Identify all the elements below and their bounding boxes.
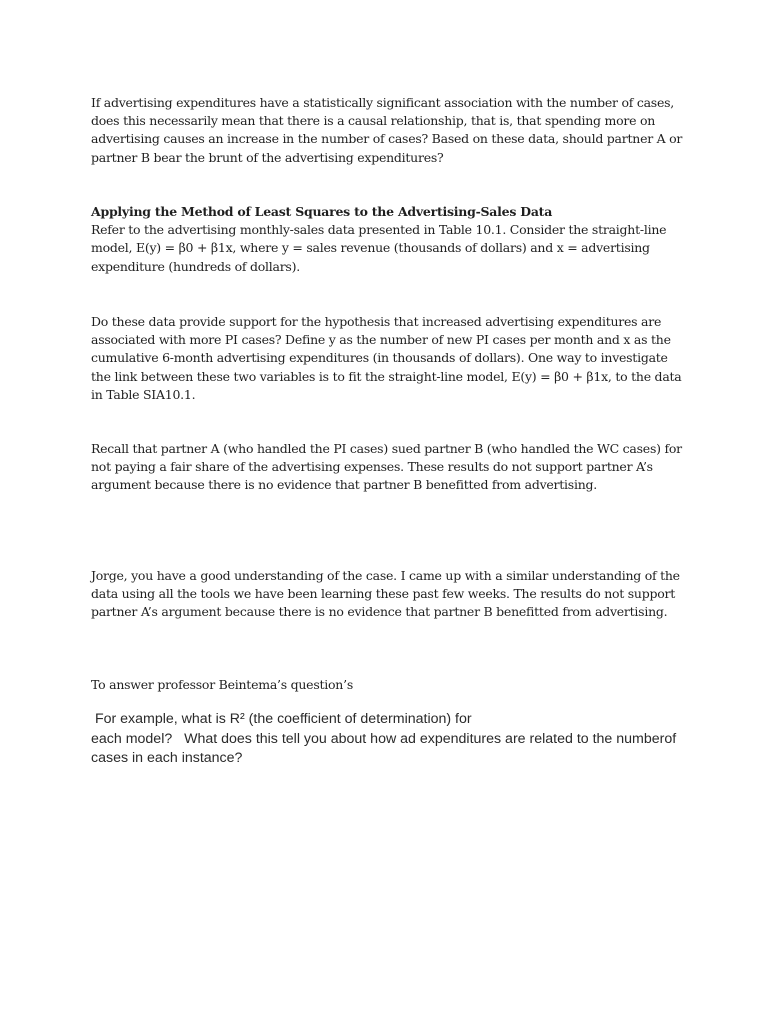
partner-lawsuit-paragraph: Recall that partner A (who handled the PI cases) sued partner B (who handled the WC cases) for not paying a fair share of the advertising expenses. These results do not support partner A’s argument because there is no evidence that partner B benefitted from advertising. <box>91 441 682 493</box>
causality-question-paragraph: If advertising expenditures have a statistically significant association with the number of cases, does this necessarily mean that there is a causal relationship, that is, that spending more on advertising causes an increase in the number of cases? Based on these data, should partner A or partner B bear the brunt of the advertising expenditures? <box>91 95 683 165</box>
advertising-sales-model-paragraph: Refer to the advertising monthly-sales data presented in Table 10.1. Consider the straight-line model, E(y) = β0 + β1x, where y = sales revenue (thousands of dollars) and x = advertising expenditure (hundreds of dollars). <box>91 222 667 274</box>
r-squared-question-line-1: For example, what is R² (the coefficient of determination) for <box>91 711 472 727</box>
r-squared-question <box>91 710 687 769</box>
least-squares-section <box>91 203 687 276</box>
reply-to-jorge-paragraph: Jorge, you have a good understanding of the case. I came up with a similar understanding of the data using all the tools we have been learning these past few weeks. The results do not support partner A’s argument because there is no evidence that partner B benefitted from advertising. <box>91 568 680 620</box>
section-heading: Applying the Method of Least Squares to the Advertising-Sales Data <box>91 204 553 219</box>
answer-intro-paragraph: To answer professor Beintema’s question’s <box>91 677 353 692</box>
r-squared-question-line-2: each model? What does this tell you about how ad expenditures are related to the numberof cases in each instance? <box>91 730 681 766</box>
pi-cases-hypothesis-paragraph: Do these data provide support for the hypothesis that increased advertising expenditures are associated with more PI cases? Define y as the number of new PI cases per month and x as the cumulative 6-month advertising expenditures (in thousands of dollars). One way to investigate the link between these two variables is to fit the straight-line model, E(y) = β0 + β1x, to the data in Table SIA10.1. <box>91 314 682 402</box>
